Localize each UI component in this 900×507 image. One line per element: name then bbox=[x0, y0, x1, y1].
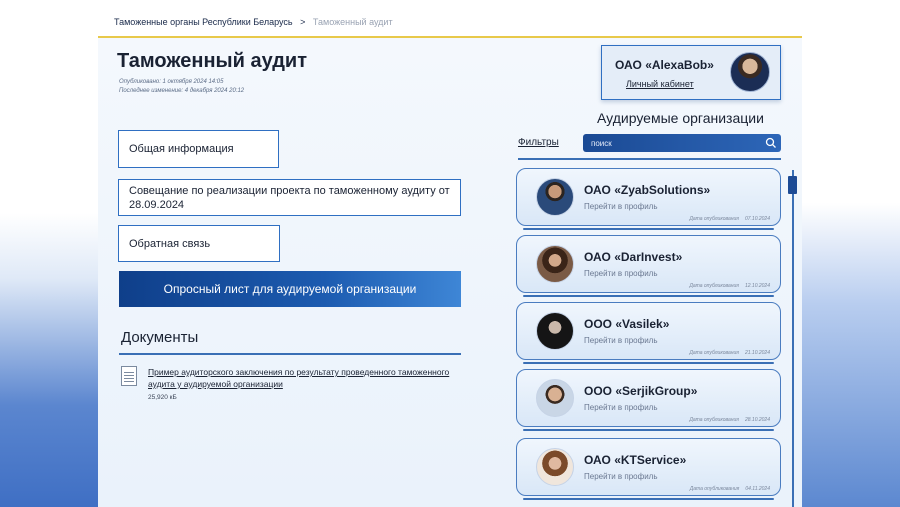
org-date-label: Дата опубликования bbox=[689, 283, 739, 289]
org-date bbox=[690, 486, 770, 492]
org-profile-link[interactable]: Перейти в профиль bbox=[584, 269, 658, 278]
orgs-title: Аудируемые организации bbox=[597, 110, 764, 126]
org-avatar bbox=[536, 245, 574, 283]
search-icon[interactable] bbox=[764, 136, 778, 150]
org-date-label: Дата опубликования bbox=[689, 417, 739, 423]
org-date bbox=[689, 417, 770, 423]
published-date: Опубликовано: 1 октября 2024 14:05 bbox=[119, 79, 224, 85]
orgs-divider bbox=[518, 158, 781, 160]
org-card[interactable] bbox=[516, 168, 781, 226]
modified-date: Последнее изменение: 4 декабря 2024 20:12 bbox=[119, 88, 245, 94]
org-avatar bbox=[536, 312, 574, 350]
page bbox=[98, 0, 802, 507]
org-name: ОАО «ZyabSolutions» bbox=[584, 183, 711, 197]
profile-name: ОАО «AlexaBob» bbox=[615, 58, 714, 72]
org-date-value: 28.10.2024 bbox=[744, 417, 770, 423]
user-avatar[interactable] bbox=[730, 52, 770, 92]
org-card[interactable] bbox=[516, 369, 781, 427]
org-date bbox=[689, 283, 770, 289]
org-date bbox=[689, 350, 770, 356]
org-name: ОАО «DarInvest» bbox=[584, 250, 683, 264]
org-date-value: 21.10.2024 bbox=[744, 350, 770, 356]
background-decoration bbox=[802, 0, 900, 507]
filters-link[interactable]: Фильтры bbox=[518, 137, 559, 148]
org-date-label: Дата опубликования bbox=[689, 216, 739, 222]
document-link[interactable]: Пример аудиторского заключения по результату проведенного таможенного аудита у аудируемой организации bbox=[148, 367, 450, 389]
document-icon bbox=[121, 366, 137, 386]
meeting-link[interactable]: Совещание по реализации проекта по таможенному аудиту от 28.09.2024 bbox=[118, 179, 461, 216]
scrollbar-track[interactable] bbox=[792, 170, 794, 507]
org-card[interactable] bbox=[516, 235, 781, 293]
org-date-value: 07.10.2024 bbox=[744, 216, 770, 222]
breadcrumb-separator: > bbox=[300, 17, 306, 27]
profile-card bbox=[601, 45, 781, 100]
org-profile-link[interactable]: Перейти в профиль bbox=[584, 202, 658, 211]
general-info-link[interactable]: Общая информация bbox=[118, 130, 279, 168]
survey-button[interactable]: Опросный лист для аудируемой организации bbox=[119, 271, 461, 307]
search-bar bbox=[583, 134, 781, 152]
org-profile-link[interactable]: Перейти в профиль bbox=[584, 472, 658, 481]
org-date-value: 12.10.2024 bbox=[744, 283, 770, 289]
org-name: ООО «Vasilek» bbox=[584, 317, 670, 331]
document-size: 25,920 кБ bbox=[148, 394, 177, 401]
org-card[interactable] bbox=[516, 438, 781, 496]
org-date-value: 04.11.2024 bbox=[745, 486, 770, 492]
breadcrumb bbox=[114, 17, 393, 27]
search-input[interactable] bbox=[583, 134, 763, 152]
org-avatar bbox=[536, 178, 574, 216]
breadcrumb-current: Таможенный аудит bbox=[312, 17, 393, 27]
breadcrumb-home[interactable]: Таможенные органы Республики Беларусь bbox=[114, 17, 293, 27]
org-avatar bbox=[536, 379, 574, 417]
org-avatar bbox=[536, 448, 574, 486]
org-card[interactable] bbox=[516, 302, 781, 360]
org-name: ООО «SerjikGroup» bbox=[584, 384, 698, 398]
page-title: Таможенный аудит bbox=[117, 50, 307, 72]
scrollbar-thumb[interactable] bbox=[788, 176, 797, 194]
documents-divider bbox=[119, 353, 461, 355]
personal-account-link[interactable]: Личный кабинет bbox=[626, 79, 694, 89]
documents-title: Документы bbox=[121, 329, 199, 346]
org-name: ОАО «KTService» bbox=[584, 453, 687, 467]
org-date-label: Дата опубликования bbox=[689, 350, 739, 356]
org-profile-link[interactable]: Перейти в профиль bbox=[584, 336, 658, 345]
feedback-link[interactable]: Обратная связь bbox=[118, 225, 280, 262]
org-date-label: Дата опубликования bbox=[689, 486, 740, 492]
org-date bbox=[689, 216, 770, 222]
org-profile-link[interactable]: Перейти в профиль bbox=[584, 403, 658, 412]
